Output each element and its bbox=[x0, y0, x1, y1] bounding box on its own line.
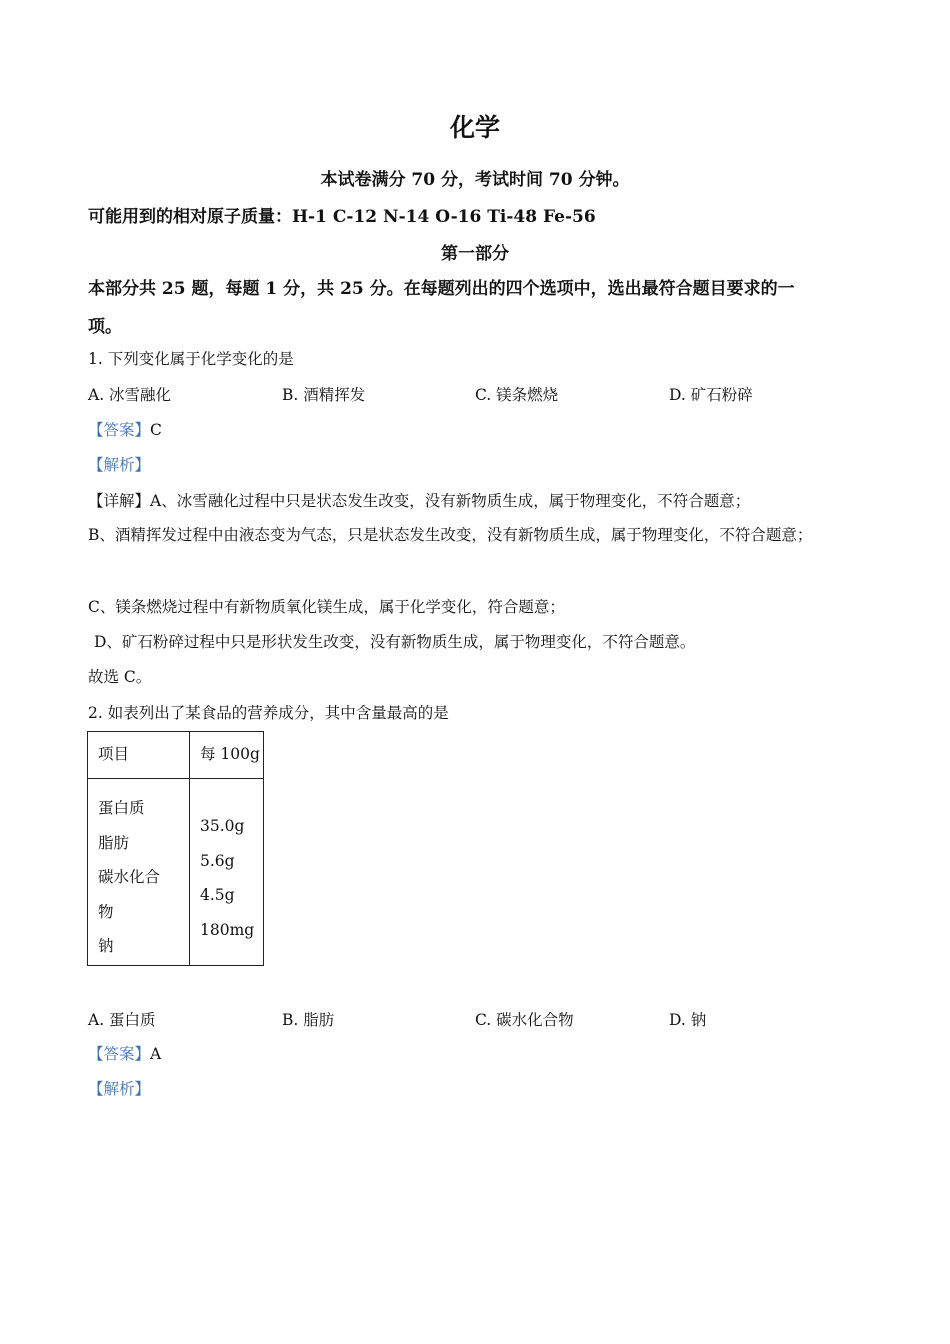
document-title: 化学 bbox=[449, 113, 500, 142]
q1-conclusion: 故选 C。 bbox=[88, 668, 152, 686]
q2-answer bbox=[88, 1042, 161, 1064]
q2-option-c: C. 碳水化合物 bbox=[475, 1011, 574, 1029]
q2-option-b: B. 脂肪 bbox=[282, 1011, 335, 1029]
section-instructions-line2: 项。 bbox=[88, 317, 122, 337]
amount-sodium: 180mg bbox=[200, 920, 255, 939]
q1-answer-value: C bbox=[150, 421, 162, 439]
amounts-cell bbox=[190, 779, 264, 966]
q2-stem: 2. 如表列出了某食品的营养成分，其中含量最高的是 bbox=[88, 704, 449, 722]
header-item-cell bbox=[88, 732, 190, 779]
q1-detail-d: D、矿石粉碎过程中只是形状发生改变，没有新物质生成，属于物理变化，不符合题意。 bbox=[94, 633, 696, 651]
section-title: 第一部分 bbox=[441, 244, 509, 264]
q1-analysis-label: 【解析】 bbox=[88, 456, 151, 474]
amount-fat: 5.6g bbox=[200, 851, 235, 870]
q1-detail-a-text: A、冰雪融化过程中只是状态发生改变，没有新物质生成，属于物理变化，不符合题意； bbox=[150, 492, 751, 510]
item-carbohydrate-part2: 物 bbox=[98, 902, 114, 921]
header-amount: 每 100g bbox=[200, 745, 260, 763]
item-fat: 脂肪 bbox=[98, 833, 130, 852]
q2-analysis-label: 【解析】 bbox=[88, 1080, 151, 1098]
item-sodium: 钠 bbox=[98, 937, 114, 955]
q1-detail-a bbox=[88, 489, 750, 511]
section-instructions-line1: 本部分共 25 题，每题 1 分，共 25 分。在每题列出的四个选项中，选出最符合题目要求的一 bbox=[88, 279, 795, 299]
nutrition-table bbox=[87, 731, 264, 966]
atomic-masses: 可能用到的相对原子质量：H-1 C-12 N-14 O-16 Ti-48 Fe-56 bbox=[88, 207, 596, 227]
q1-detail-c: C、镁条燃烧过程中有新物质氧化镁生成，属于化学变化，符合题意； bbox=[88, 598, 565, 616]
q1-detail-b: B、酒精挥发过程中由液态变为气态，只是状态发生改变，没有新物质生成，属于物理变化，不符合题意； bbox=[88, 526, 813, 544]
q1-detail-label: 【详解】 bbox=[88, 492, 151, 510]
header-amount-cell bbox=[190, 732, 264, 779]
item-protein: 蛋白质 bbox=[98, 799, 145, 817]
nutrition-table-header bbox=[88, 732, 264, 779]
q1-option-d: D. 矿石粉碎 bbox=[669, 386, 753, 404]
q1-option-c: C. 镁条燃烧 bbox=[475, 386, 559, 404]
q1-option-a: A. 冰雪融化 bbox=[88, 386, 172, 404]
exam-info: 本试卷满分 70 分，考试时间 70 分钟。 bbox=[320, 170, 630, 190]
q2-option-d: D. 钠 bbox=[669, 1011, 707, 1029]
item-carbohydrate-part1: 碳水化合 bbox=[98, 868, 161, 886]
q1-answer bbox=[88, 418, 162, 440]
q1-answer-label: 【答案】 bbox=[88, 421, 151, 439]
q2-answer-label: 【答案】 bbox=[88, 1045, 151, 1063]
amount-protein: 35.0g bbox=[200, 817, 245, 835]
q1-stem: 1. 下列变化属于化学变化的是 bbox=[88, 350, 294, 368]
nutrition-table-row bbox=[88, 779, 264, 966]
items-cell bbox=[88, 779, 190, 966]
q2-option-a: A. 蛋白质 bbox=[88, 1011, 156, 1029]
amount-carbohydrate: 4.5g bbox=[200, 886, 235, 904]
header-item: 项目 bbox=[98, 745, 130, 763]
q1-option-b: B. 酒精挥发 bbox=[282, 386, 366, 404]
q2-answer-value: A bbox=[150, 1045, 162, 1063]
